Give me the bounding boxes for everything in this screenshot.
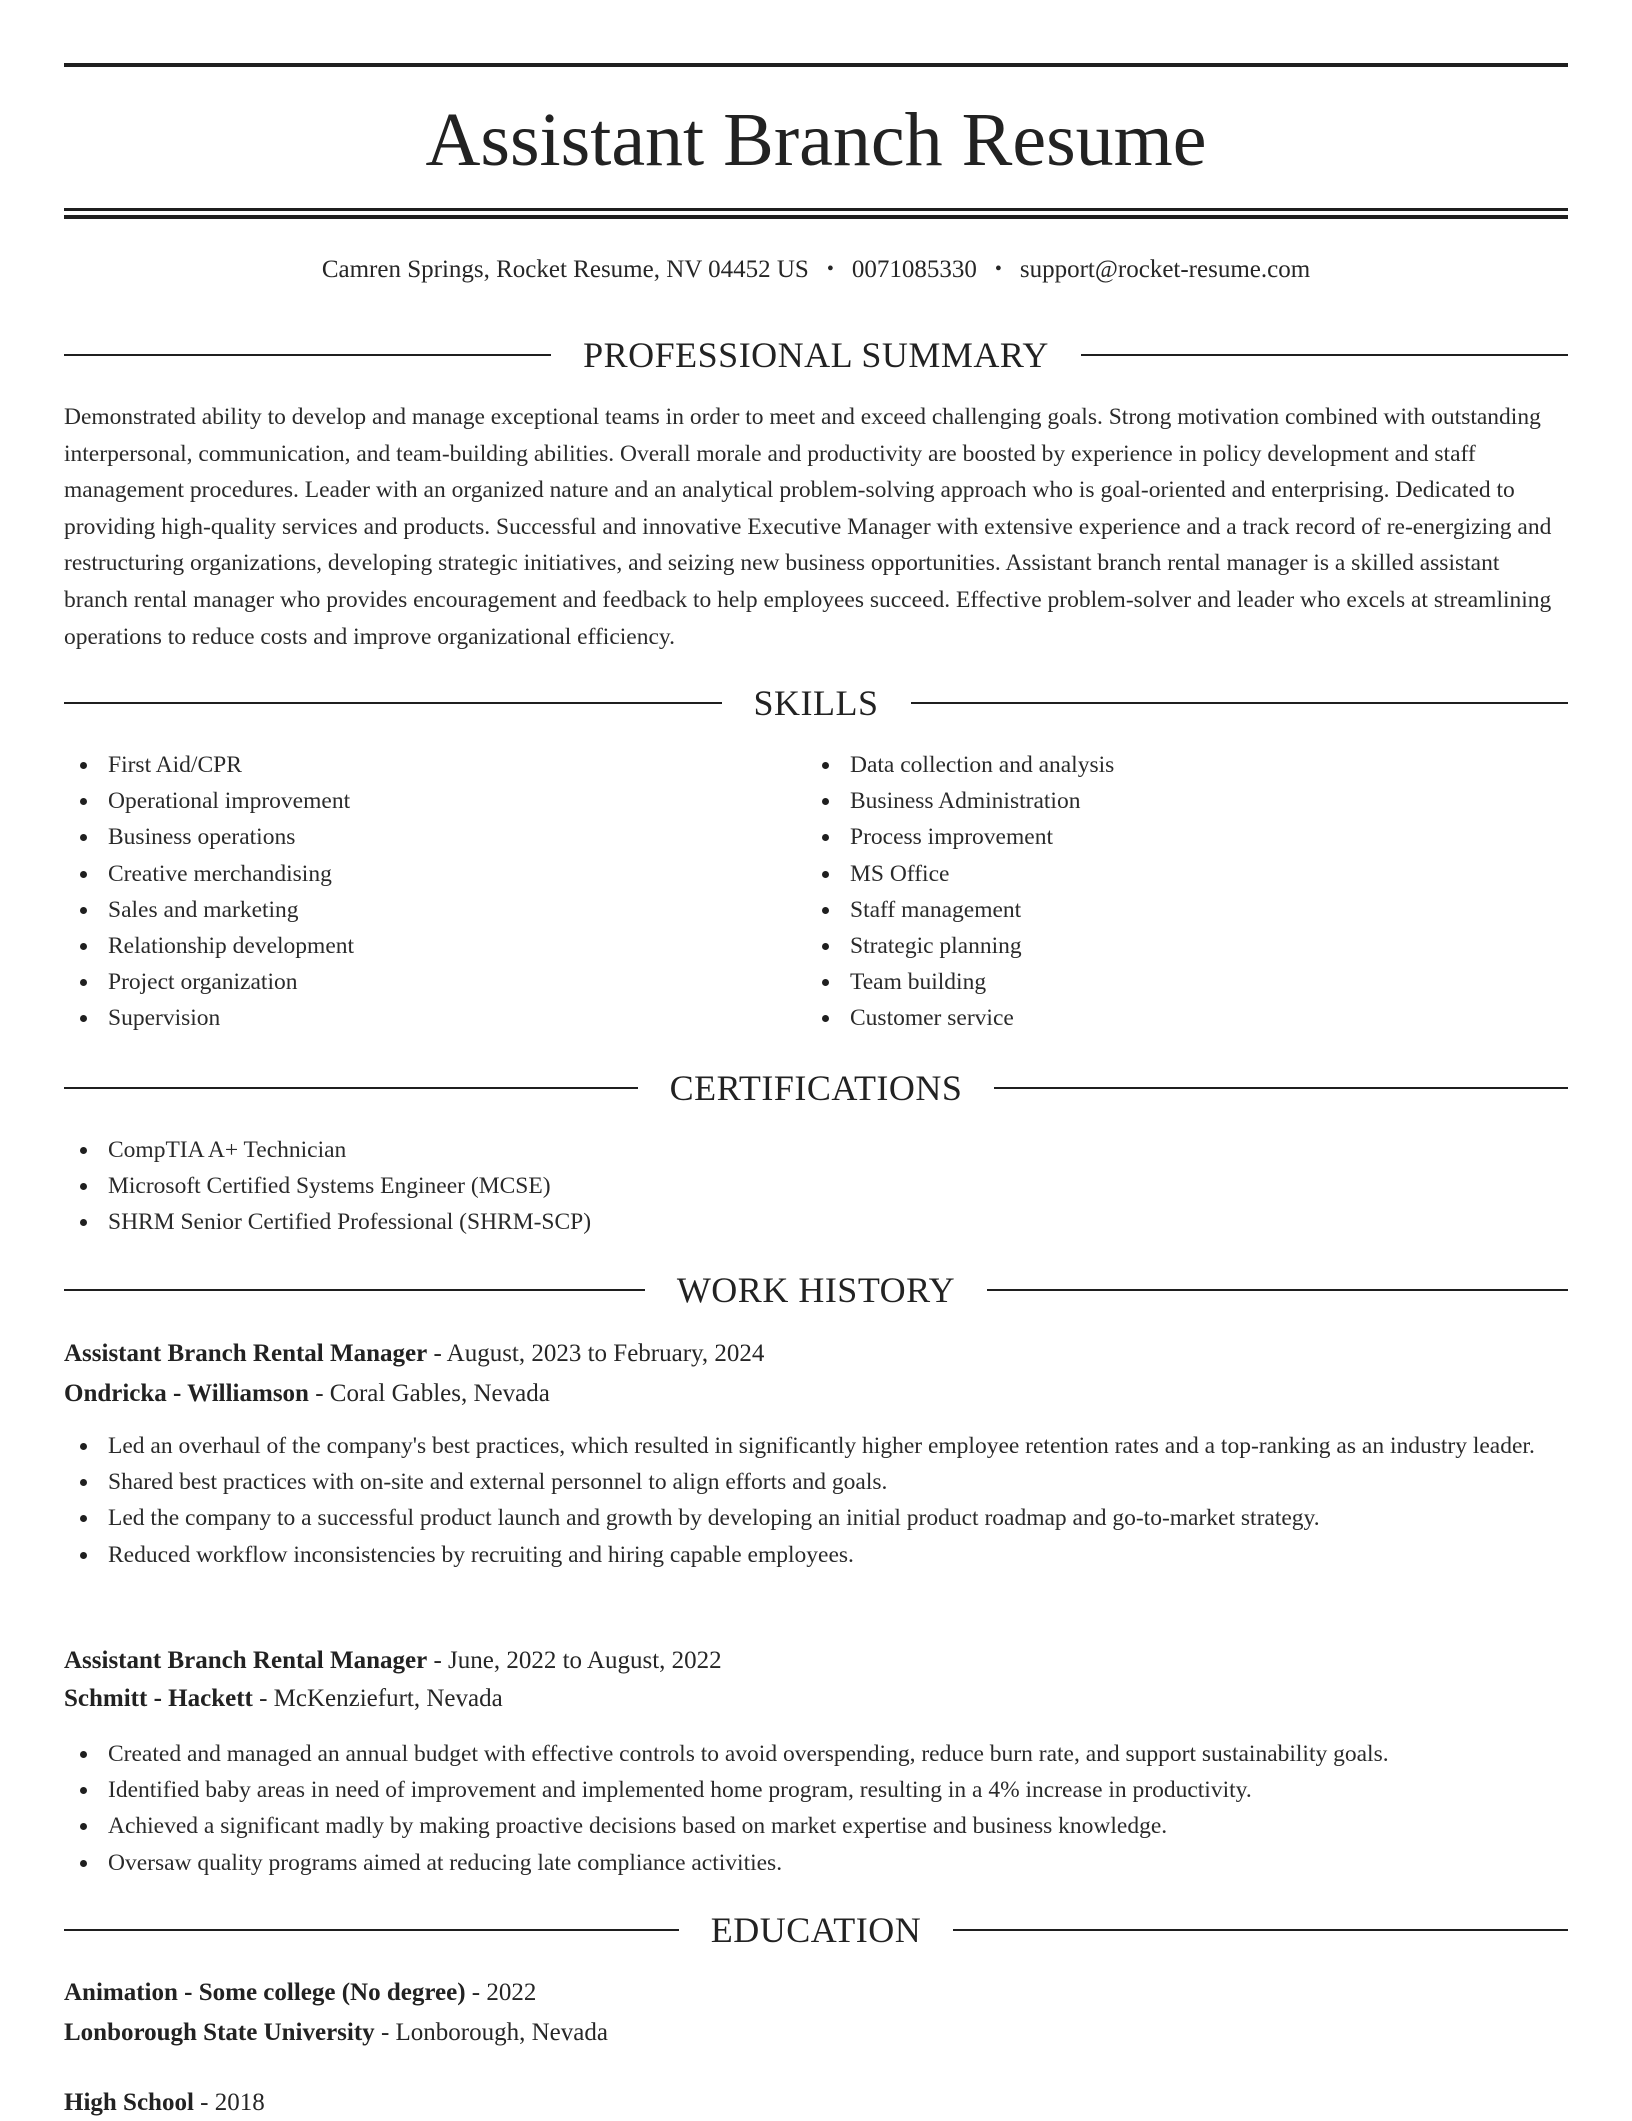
education-school-line <box>64 2015 1568 2051</box>
job-company: Ondricka - Williamson <box>64 1380 309 1407</box>
job-title-line <box>64 1336 1568 1372</box>
skill-item: Sales and marketing <box>64 892 804 928</box>
skill-item: Creative merchandising <box>64 856 804 892</box>
job-title: Assistant Branch Rental Manager <box>64 1647 428 1674</box>
section-title: CERTIFICATIONS <box>669 1068 963 1108</box>
job-duties-list <box>64 1736 1568 1881</box>
skill-item: Business Administration <box>806 783 1566 819</box>
skill-item: Strategic planning <box>806 928 1566 964</box>
education-school: Lonborough State University <box>64 2019 375 2046</box>
section-title: SKILLS <box>753 683 879 723</box>
heading-rule <box>64 354 551 356</box>
contact-address: Camren Springs, Rocket Resume, NV 04452 US <box>321 256 809 283</box>
title-rule-lower <box>64 215 1568 219</box>
education-degree: Animation - Some college (No degree) <box>64 1979 466 2006</box>
heading-rule <box>64 1087 638 1089</box>
education-year: - 2018 <box>193 2089 265 2116</box>
skill-item: Business operations <box>64 819 804 855</box>
contact-email: support@rocket-resume.com <box>1019 256 1311 283</box>
job-location: - Coral Gables, Nevada <box>308 1380 550 1407</box>
job-duty: Shared best practices with on-site and external personnel to align efforts and goals. <box>64 1464 1568 1500</box>
contact-phone: 0071085330 <box>851 256 977 283</box>
heading-rule <box>64 702 722 704</box>
section-heading-work-history <box>64 1268 1568 1312</box>
skill-item: First Aid/CPR <box>64 747 804 783</box>
contact-separator: • <box>994 258 1002 280</box>
skills-list-left <box>64 747 804 1037</box>
section-heading-summary <box>64 333 1568 377</box>
section-heading-certifications <box>64 1066 1568 1110</box>
job-duty: Oversaw quality programs aimed at reducing late compliance activities. <box>64 1845 1568 1881</box>
resume-title: Assistant Branch Resume <box>425 98 1207 182</box>
job-duty: Identified baby areas in need of improvement and implemented home program, resulting in a 4% increase in productivity. <box>64 1772 1568 1808</box>
job-duty: Created and managed an annual budget with effective controls to avoid overspending, reduce burn rate, and support sustainability goals. <box>64 1736 1568 1772</box>
education-year: - 2022 <box>465 1979 537 2006</box>
skill-item: Customer service <box>806 1000 1566 1036</box>
skill-item: Operational improvement <box>64 783 804 819</box>
certifications-list <box>64 1132 1568 1241</box>
job-duties-list <box>64 1428 1568 1573</box>
job-duty: Led the company to a successful product launch and growth by developing an initial product roadmap and go-to-market strategy. <box>64 1500 1568 1536</box>
job-company-line <box>64 1681 1568 1717</box>
heading-rule <box>953 1929 1568 1931</box>
section-title: WORK HISTORY <box>676 1270 956 1310</box>
skill-item: Supervision <box>64 1000 804 1036</box>
section-heading-education <box>64 1908 1568 1952</box>
top-rule <box>64 63 1568 67</box>
heading-rule <box>1081 354 1568 356</box>
certification-item: CompTIA A+ Technician <box>64 1132 1568 1168</box>
education-degree-line <box>64 1975 1568 2011</box>
heading-rule <box>994 1087 1568 1089</box>
job-duty: Reduced workflow inconsistencies by recruiting and hiring capable employees. <box>64 1537 1568 1573</box>
job-duty: Led an overhaul of the company's best practices, which resulted in significantly higher employee retention rates and a top-ranking as an industry leader. <box>64 1428 1568 1464</box>
title-rule-upper <box>64 208 1568 211</box>
job-company: Schmitt - Hackett <box>64 1685 253 1712</box>
skill-item: Project organization <box>64 964 804 1000</box>
heading-rule <box>987 1289 1568 1291</box>
heading-rule <box>911 702 1569 704</box>
job-dates: - August, 2023 to February, 2024 <box>427 1340 765 1367</box>
education-location: - Lonborough, Nevada <box>374 2019 608 2046</box>
job-title-line <box>64 1643 1568 1679</box>
skill-item: Process improvement <box>806 819 1566 855</box>
skill-item: Data collection and analysis <box>806 747 1566 783</box>
job-company-line <box>64 1376 1568 1412</box>
job-title: Assistant Branch Rental Manager <box>64 1340 428 1367</box>
skill-item: Team building <box>806 964 1566 1000</box>
job-location: - McKenziefurt, Nevada <box>252 1685 503 1712</box>
job-duty: Achieved a significant madly by making proactive decisions based on market expertise and business knowledge. <box>64 1808 1568 1844</box>
heading-rule <box>64 1929 679 1931</box>
section-heading-skills <box>64 681 1568 725</box>
section-title: PROFESSIONAL SUMMARY <box>583 335 1049 375</box>
heading-rule <box>64 1289 645 1291</box>
certification-item: SHRM Senior Certified Professional (SHRM-SCP) <box>64 1204 1568 1240</box>
skills-list-right <box>806 747 1566 1037</box>
certification-item: Microsoft Certified Systems Engineer (MCSE) <box>64 1168 1568 1204</box>
education-degree: High School <box>64 2089 194 2116</box>
education-degree-line <box>64 2085 1568 2121</box>
skill-item: Staff management <box>806 892 1566 928</box>
contact-line <box>64 252 1568 289</box>
skill-item: Relationship development <box>64 928 804 964</box>
summary-text: Demonstrated ability to develop and manage exceptional teams in order to meet and exceed challenging goals. Strong motivation combined with outstanding interpersonal, communication, and team-building abilities. Overall morale and productivity are boosted by experience in policy development and staff management procedures. Leader with an organized nature and an analytical problem-solving approach who is goal-oriented and enterprising. Dedicated to providing high-quality services and products. Successful and innovative Executive Manager with extensive experience and a track record of re-energizing and restructuring organizations, developing strategic initiatives, and seizing new business opportunities. Assistant branch rental manager is a skilled assistant branch rental manager who provides encouragement and feedback to help employees succeed. Effective problem-solver and leader who excels at streamlining operations to reduce costs and improve organizational efficiency. <box>64 404 1552 650</box>
skill-item: MS Office <box>806 856 1566 892</box>
contact-separator: • <box>826 258 834 280</box>
job-dates: - June, 2022 to August, 2022 <box>427 1647 722 1674</box>
section-title: EDUCATION <box>710 1910 922 1950</box>
